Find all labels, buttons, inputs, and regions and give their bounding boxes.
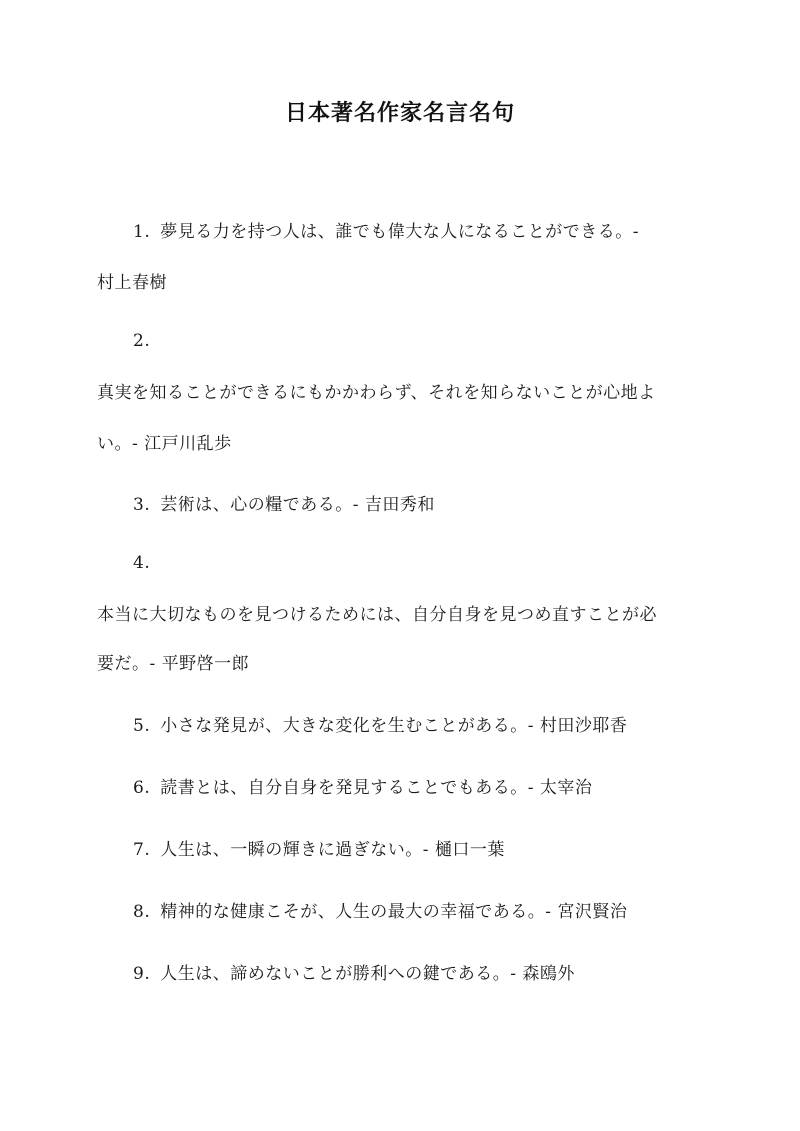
quote-2-continuation: い。- 江戸川乱歩 [97,434,232,454]
quote-6 [133,773,592,798]
quote-4-number: 4. [133,553,151,573]
quote-1 [133,217,639,242]
quote-8 [133,897,627,922]
quote-4-text: 本当に大切なものを見つけるためには、自分自身を見つめ直すことが必 [97,605,657,625]
quote-7 [133,835,505,860]
quote-number: 8. [133,902,151,922]
quote-number: 6. [133,778,151,798]
quote-5 [133,711,627,736]
quote-1-continuation: 村上春樹 [97,273,167,293]
quote-2-number: 2. [133,331,151,351]
quote-2-text: 真実を知ることができるにもかかわらず、それを知らないことが心地よ [97,383,656,403]
quote-number: 5. [133,716,151,736]
quote-number: 7. [133,840,151,860]
quote-text: 芸術は、心の糧である。- 吉田秀和 [160,495,435,515]
quote-number: 3. [133,495,151,515]
document-title: 日本著名作家名言名句 [284,100,515,126]
quote-9 [133,959,575,984]
quote-number: 9. [133,964,151,984]
quote-4-continuation: 要だ。- 平野啓一郎 [97,654,250,674]
quote-text: 人生は、一瞬の輝きに過ぎない。- 樋口一葉 [160,840,505,860]
quote-text: 小さな発見が、大きな変化を生むことがある。- 村田沙耶香 [160,716,628,736]
quote-text: 人生は、諦めないことが勝利への鍵である。- 森鴎外 [160,964,575,984]
quote-3 [133,490,435,515]
quote-text: 読書とは、自分自身を発見することでもある。- 太宰治 [160,778,593,798]
quote-text: 精神的な健康こそが、人生の最大の幸福である。- 宮沢賢治 [160,902,628,922]
quote-text: 夢見る力を持つ人は、誰でも偉大な人になることができる。- [160,222,639,242]
quote-number: 1. [133,222,151,242]
